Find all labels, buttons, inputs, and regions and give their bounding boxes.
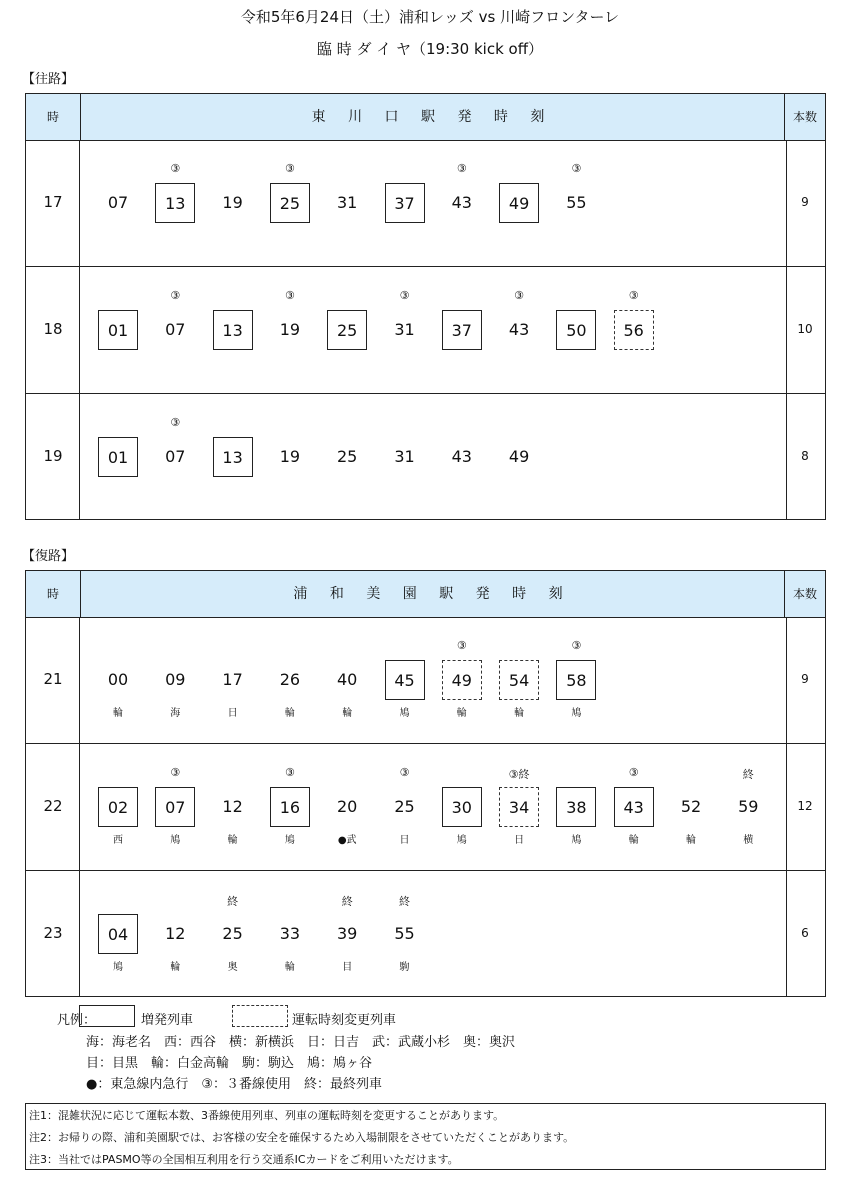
destination-label: 日 bbox=[399, 835, 410, 846]
departure-minute: 37 bbox=[442, 310, 482, 350]
destination-label: 奥 bbox=[227, 962, 238, 973]
departure-minute: 59 bbox=[738, 797, 759, 816]
destination-label: 鳩 bbox=[399, 708, 410, 719]
departure-minute: 01 bbox=[98, 437, 138, 477]
departure-minute: 04 bbox=[98, 914, 138, 954]
outbound-row-divider bbox=[26, 266, 825, 267]
departure-minute: 25 bbox=[337, 447, 358, 466]
departure-minute: 30 bbox=[442, 787, 482, 827]
departure-minute: 07 bbox=[107, 193, 129, 212]
legend-label: 凡例： bbox=[57, 1013, 97, 1028]
departure-minute: 26 bbox=[279, 670, 301, 689]
departure-minute: 02 bbox=[98, 787, 138, 827]
legend-extra-box bbox=[79, 1005, 135, 1027]
page-title: 令和5年6月24日（土）浦和レッズ vs 川崎フロンターレ bbox=[240, 8, 620, 26]
track-mark: ③ bbox=[628, 766, 639, 779]
outbound-hour-18: 18 bbox=[43, 320, 63, 338]
track-mark: ③終 bbox=[508, 768, 530, 781]
destination-label: 鳩 bbox=[571, 708, 582, 719]
outbound-count-header: 本数 bbox=[792, 110, 817, 124]
track-mark: ③ bbox=[284, 766, 295, 779]
destination-label: 西 bbox=[113, 835, 123, 846]
track-mark: ③ bbox=[170, 289, 181, 302]
track-mark: 終 bbox=[399, 895, 410, 908]
track-mark: 終 bbox=[227, 895, 239, 908]
outbound-hour-header: 時 bbox=[46, 110, 59, 124]
destination-label: 輪 bbox=[514, 708, 525, 719]
destination-label: 輪 bbox=[113, 708, 123, 719]
outbound-station-header: 東 川 口 駅 発 時 刻 bbox=[80, 94, 785, 140]
outbound-count-19: 8 bbox=[801, 449, 809, 463]
departure-minute: 56 bbox=[614, 310, 654, 350]
track-mark: ③ bbox=[399, 289, 410, 302]
departure-minute: 50 bbox=[556, 310, 596, 350]
departure-minute: 43 bbox=[451, 447, 472, 466]
track-mark: ③ bbox=[284, 162, 295, 175]
departure-minute: 25 bbox=[270, 183, 310, 223]
track-mark: ③ bbox=[284, 289, 295, 302]
outbound-header bbox=[26, 94, 825, 141]
departure-minute: 01 bbox=[98, 310, 138, 350]
destination-label: 輪 bbox=[227, 835, 238, 846]
inbound-hour-header: 時 bbox=[46, 587, 59, 601]
departure-minute: 55 bbox=[394, 924, 415, 943]
destination-label: 鳩 bbox=[571, 835, 582, 846]
departure-minute: 43 bbox=[508, 320, 530, 339]
departure-minute: 58 bbox=[556, 660, 596, 700]
legend-line-3: ●：東急線内急行 ③：３番線使用 終：最終列車 bbox=[86, 1077, 382, 1092]
departure-minute: 49 bbox=[508, 447, 530, 466]
inbound-row-divider bbox=[26, 743, 825, 744]
outbound-hour-19: 19 bbox=[43, 447, 63, 465]
departure-minute: 25 bbox=[222, 924, 243, 943]
departure-minute: 49 bbox=[499, 183, 539, 223]
destination-label: 鳩 bbox=[170, 835, 181, 846]
departure-minute: 40 bbox=[337, 670, 358, 689]
destination-label: ●武 bbox=[337, 835, 357, 846]
destination-label: 輪 bbox=[170, 962, 181, 973]
outbound-count-17: 9 bbox=[801, 195, 809, 209]
destination-label: 海 bbox=[170, 708, 181, 719]
inbound-count-22: 12 bbox=[797, 799, 813, 813]
track-mark: ③ bbox=[170, 162, 181, 175]
outbound-hour-17: 17 bbox=[43, 193, 63, 211]
track-mark: ③ bbox=[628, 289, 639, 302]
destination-label: 輪 bbox=[628, 835, 639, 846]
departure-minute: 19 bbox=[222, 193, 243, 212]
departure-minute: 13 bbox=[213, 310, 253, 350]
departure-minute: 00 bbox=[107, 670, 129, 689]
inbound-timetable bbox=[25, 570, 826, 997]
departure-minute: 12 bbox=[222, 797, 243, 816]
departure-minute: 19 bbox=[279, 320, 301, 339]
outbound-timetable bbox=[25, 93, 826, 520]
track-mark: ③ bbox=[456, 639, 467, 652]
departure-minute: 55 bbox=[566, 193, 587, 212]
note-2: 注2：お帰りの際、浦和美園駅では、お客様の安全を確保するため入場制限をさせていただくことがあります。 bbox=[29, 1131, 575, 1144]
outbound-count-18: 10 bbox=[797, 322, 813, 336]
destination-label: 輪 bbox=[456, 708, 467, 719]
departure-minute: 31 bbox=[394, 447, 415, 466]
departure-minute: 45 bbox=[385, 660, 425, 700]
departure-minute: 38 bbox=[556, 787, 596, 827]
departure-minute: 31 bbox=[337, 193, 358, 212]
track-mark: ③ bbox=[571, 162, 582, 175]
note-1: 注1：混雑状況に応じて運転本数、3番線使用列車、列車の運転時刻を変更することがあります。 bbox=[29, 1109, 505, 1122]
legend-changed-box bbox=[232, 1005, 288, 1027]
departure-minute: 34 bbox=[499, 787, 539, 827]
inbound-hour-22: 22 bbox=[43, 797, 63, 815]
inbound-hour-23: 23 bbox=[43, 924, 63, 942]
notes-box bbox=[25, 1103, 826, 1170]
departure-minute: 43 bbox=[451, 193, 472, 212]
departure-minute: 25 bbox=[394, 797, 415, 816]
departure-minute: 54 bbox=[499, 660, 539, 700]
inbound-count-23: 6 bbox=[801, 926, 809, 940]
inbound-station-header: 浦 和 美 園 駅 発 時 刻 bbox=[80, 571, 785, 617]
departure-minute: 19 bbox=[279, 447, 301, 466]
destination-label: 日 bbox=[514, 835, 525, 846]
outbound-row-divider bbox=[26, 393, 825, 394]
destination-label: 鳩 bbox=[284, 835, 295, 846]
legend-changed-label: 運転時刻変更列車 bbox=[292, 1013, 397, 1028]
track-mark: ③ bbox=[399, 766, 410, 779]
legend-line-2: 目：目黒 輪：白金高輪 駒：駒込 鳩：鳩ヶ谷 bbox=[86, 1056, 373, 1071]
destination-label: 輪 bbox=[284, 962, 295, 973]
departure-minute: 37 bbox=[385, 183, 425, 223]
departure-minute: 09 bbox=[165, 670, 186, 689]
track-mark: 終 bbox=[341, 895, 353, 908]
departure-minute: 07 bbox=[165, 320, 186, 339]
departure-minute: 39 bbox=[337, 924, 358, 943]
destination-label: 日 bbox=[227, 708, 238, 719]
departure-minute: 07 bbox=[165, 447, 186, 466]
destination-label: 輪 bbox=[342, 708, 353, 719]
outbound-section-label: 【往路】 bbox=[22, 72, 75, 87]
departure-minute: 07 bbox=[155, 787, 195, 827]
inbound-count-header: 本数 bbox=[792, 587, 817, 601]
track-mark: ③ bbox=[170, 416, 181, 429]
departure-minute: 12 bbox=[165, 924, 186, 943]
departure-minute: 49 bbox=[442, 660, 482, 700]
destination-label: 横 bbox=[743, 835, 754, 846]
track-mark: ③ bbox=[170, 766, 181, 779]
inbound-row-divider bbox=[26, 870, 825, 871]
track-mark: ③ bbox=[514, 289, 525, 302]
departure-minute: 17 bbox=[222, 670, 243, 689]
departure-minute: 33 bbox=[279, 924, 301, 943]
legend-extra-label: 増発列車 bbox=[141, 1013, 194, 1028]
destination-label: 駒 bbox=[399, 962, 410, 973]
destination-label: 鳩 bbox=[456, 835, 467, 846]
destination-label: 輪 bbox=[686, 835, 696, 846]
departure-minute: 25 bbox=[327, 310, 367, 350]
inbound-hour-21: 21 bbox=[43, 670, 63, 688]
destination-label: 輪 bbox=[284, 708, 295, 719]
track-mark: 終 bbox=[742, 768, 754, 781]
track-mark: ③ bbox=[456, 162, 467, 175]
inbound-header bbox=[26, 571, 825, 618]
departure-minute: 13 bbox=[155, 183, 195, 223]
destination-label: 鳩 bbox=[113, 962, 123, 973]
note-3: 注3：当社ではPASMO等の全国相互利用を行う交通系ICカードをご利用いただけます。 bbox=[29, 1153, 459, 1166]
inbound-section-label: 【復路】 bbox=[22, 549, 75, 564]
departure-minute: 43 bbox=[614, 787, 654, 827]
destination-label: 目 bbox=[342, 962, 353, 973]
departure-minute: 16 bbox=[270, 787, 310, 827]
departure-minute: 20 bbox=[337, 797, 358, 816]
track-mark: ③ bbox=[571, 639, 582, 652]
legend-line-1: 海：海老名 西：西谷 横：新横浜 日：日吉 武：武蔵小杉 奥：奥沢 bbox=[86, 1035, 516, 1050]
departure-minute: 31 bbox=[394, 320, 415, 339]
page-subtitle: 臨 時 ダ イ ヤ（19:30 kick off） bbox=[316, 40, 544, 58]
departure-minute: 52 bbox=[680, 797, 702, 816]
departure-minute: 13 bbox=[213, 437, 253, 477]
inbound-count-21: 9 bbox=[801, 672, 809, 686]
